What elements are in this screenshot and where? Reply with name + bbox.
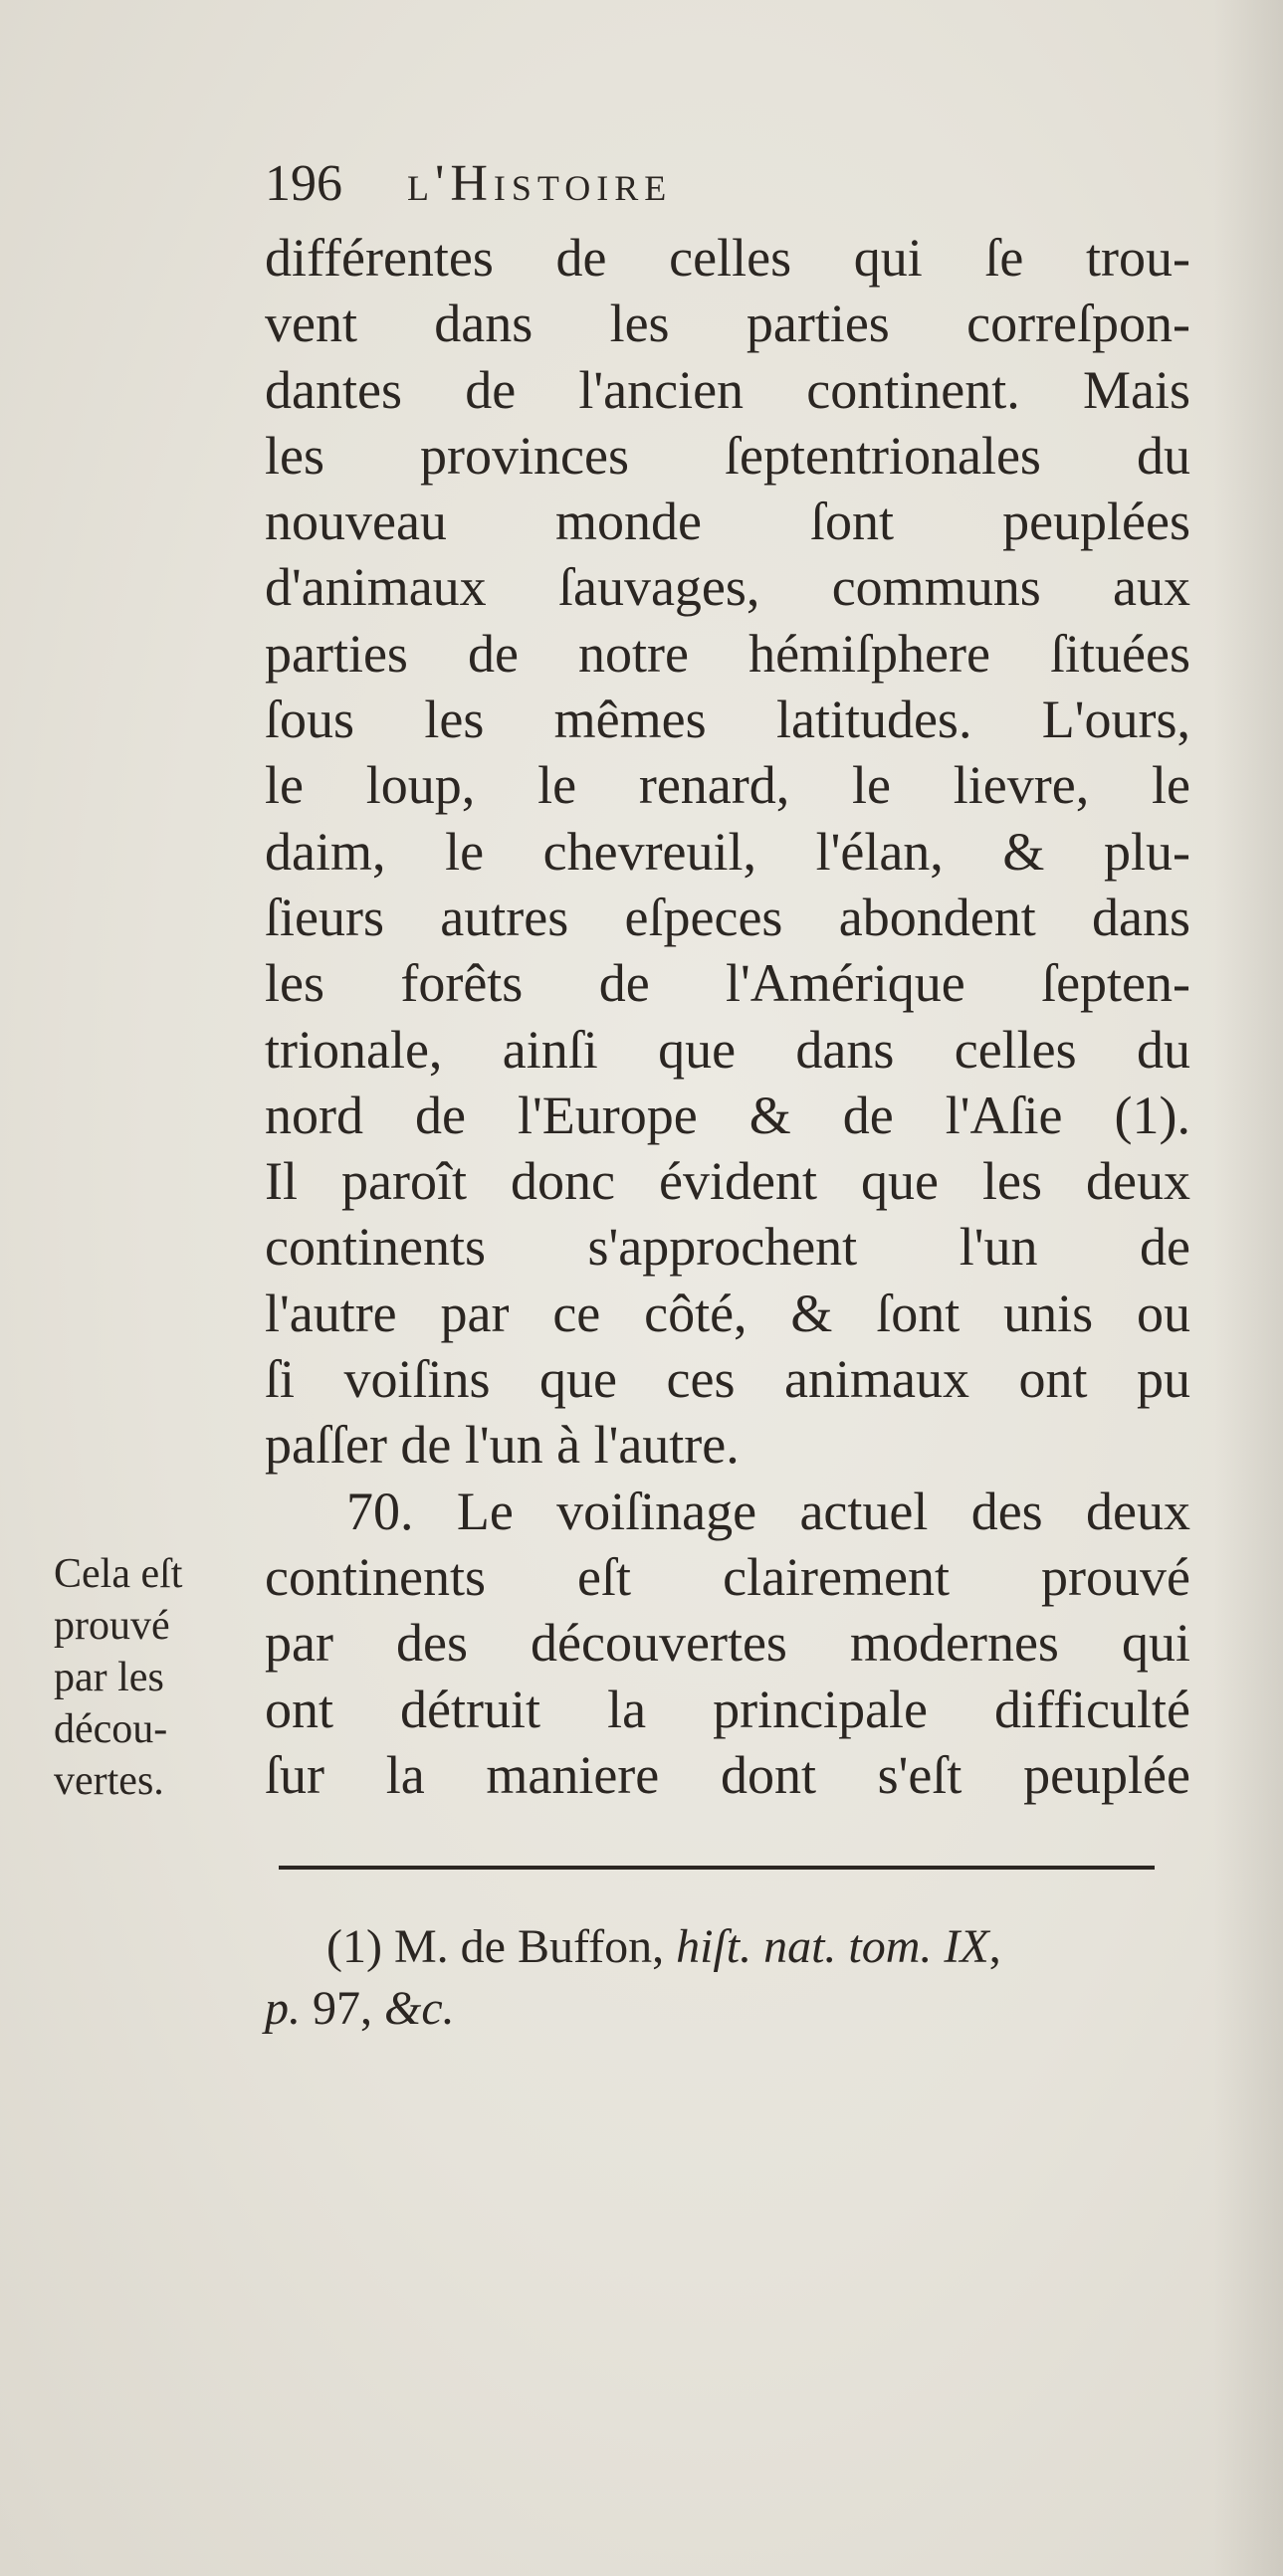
text-line: les forêts de l'Amérique ſepten- — [265, 953, 1190, 1014]
running-title: l'Histoire — [407, 155, 673, 212]
footnote-line — [265, 1916, 1190, 1978]
text-line: dantes de l'ancien continent. Mais — [265, 359, 1190, 420]
running-header — [265, 149, 1190, 219]
text-line: différentes de celles qui ſe trou- — [265, 228, 1190, 288]
text-line: ont détruit la principale difficulté — [265, 1679, 1190, 1739]
page-edge-shadow — [1213, 0, 1283, 2576]
text-line: daim, le chevreuil, l'élan, & plu- — [265, 821, 1190, 882]
footnote-etc: &c. — [384, 1982, 455, 2035]
text-line: ſous les mêmes latitudes. L'ours, — [265, 690, 1190, 750]
paragraph-start-line: 70. Le voiſinage actuel des deux — [346, 1481, 1190, 1541]
text-line: les provinces ſeptentrionales du — [265, 425, 1190, 486]
margin-note-line: par les — [54, 1655, 164, 1700]
footnote-punctuation: , — [988, 1920, 1001, 1973]
text-line: vent dans les parties correſpon- — [265, 294, 1190, 354]
text-line: Il paroît donc évident que les deux — [265, 1151, 1190, 1212]
footnote-work-title: hiſt. nat. tom. IX — [676, 1920, 989, 1973]
text-line: ſieurs autres eſpeces abondent dans — [265, 887, 1190, 947]
margin-note — [54, 1548, 253, 1807]
text-line: le loup, le renard, le lievre, le — [265, 755, 1190, 816]
text-line: parties de notre hémiſphere ſituées — [265, 623, 1190, 684]
margin-note-line: décou- — [54, 1706, 168, 1752]
text-line: ſur la maniere dont s'eſt peuplée — [265, 1744, 1190, 1805]
margin-note-line: vertes. — [54, 1758, 164, 1804]
footnote — [265, 1916, 1190, 2040]
text-line: paſſer de l'un à l'autre. — [265, 1415, 740, 1476]
footnote-page-number: 97, — [301, 1982, 384, 2035]
text-line: continents s'approchent l'un de — [265, 1217, 1190, 1278]
text-line: ſi voiſins que ces animaux ont pu — [265, 1349, 1190, 1410]
footnote-divider — [279, 1866, 1155, 1870]
text-line: l'autre par ce côté, & ſont unis ou — [265, 1283, 1190, 1343]
text-line: trionale, ainſi que dans celles du — [265, 1019, 1190, 1080]
footnote-citation: (1) M. de Buffon, — [326, 1920, 677, 1973]
text-line: d'animaux ſauvages, communs aux — [265, 557, 1190, 618]
footnote-line — [265, 1978, 1190, 2040]
margin-note-line: Cela eſt — [54, 1551, 183, 1597]
text-line: continents eſt clairement prouvé — [265, 1546, 1190, 1607]
main-text — [265, 225, 1190, 1808]
text-line: par des découvertes modernes qui — [265, 1613, 1190, 1674]
margin-note-line: prouvé — [54, 1603, 170, 1649]
text-line: nouveau monde ſont peuplées — [265, 492, 1190, 552]
footnote-page-abbrev: p. — [265, 1982, 301, 2035]
text-line: nord de l'Europe & de l'Aſie (1). — [265, 1085, 1190, 1145]
page-number: 196 — [265, 155, 342, 212]
